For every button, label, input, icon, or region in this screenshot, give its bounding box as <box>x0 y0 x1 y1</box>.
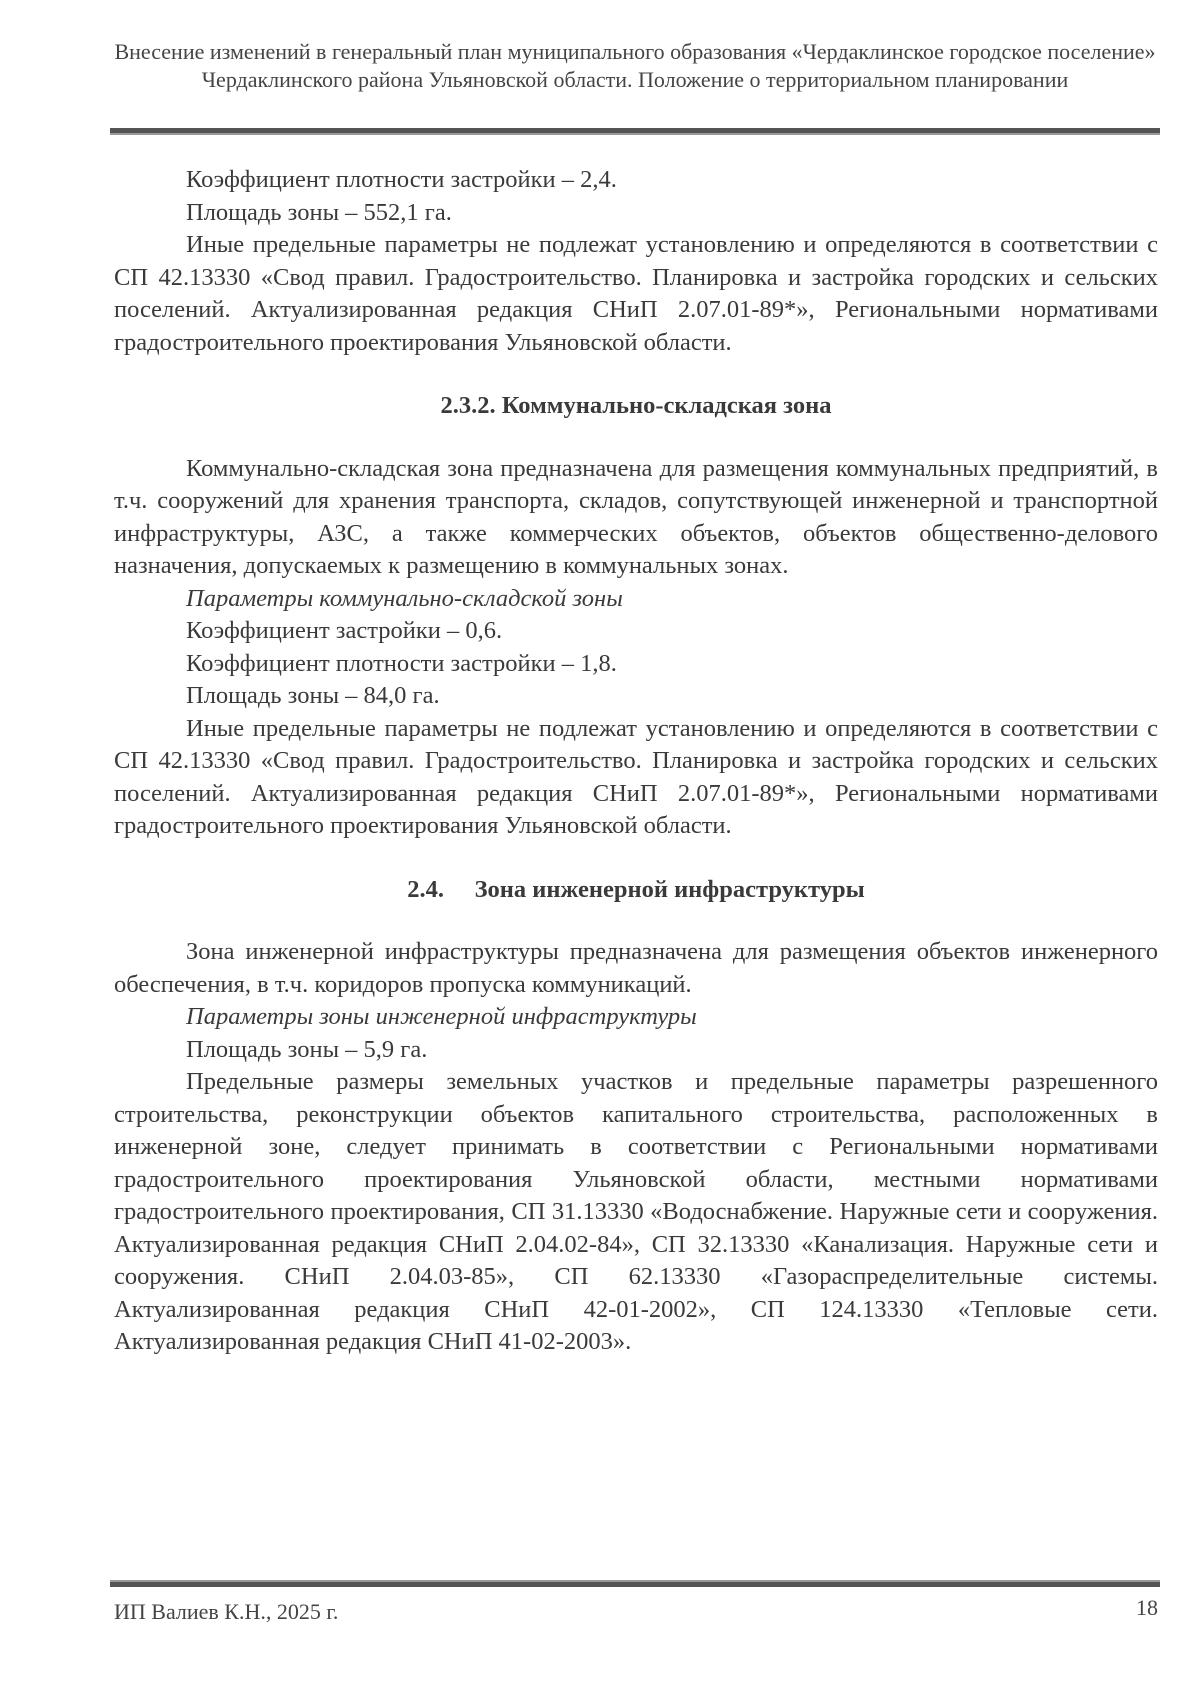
engineering-zone-description: Зона инженерной инфраструктуры предназначена для размещения объектов инженерного обеспечения, в т.ч. коридоров пропуска коммуникаций. <box>114 938 1158 998</box>
communal-zone-density: Коэффициент плотности застройки – 1,8. <box>186 649 617 677</box>
engineering-zone-limits: Предельные размеры земельных участков и предельные параметры разрешенного строительства, реконструкции объектов капитального строительства, расположенных в инженерной зоне, следует принимать в соответствии с Региональными нормативами градостроительного проектирования Ульяновской области, местными нормативами градостроительного проектирования, СП 31.13330 «Водоснабжение. Наружные сети и сооружения. Актуализированная редакция СНиП 2.04.02-84», СП 32.13330 «Канализация. Наружные сети и сооружения. СНиП 2.04.03-85», СП 62.13330 «Газораспределительные системы. Актуализированная редакция СНиП 42-01-2002», СП 124.13330 «Тепловые сети. Актуализированная редакция СНиП 41-02-2003». <box>114 1068 1158 1355</box>
engineering-zone-params-title: Параметры зоны инженерной инфраструктуры <box>186 1003 697 1030</box>
communal-zone-coverage: Коэффициент застройки – 0,6. <box>186 617 503 644</box>
communal-zone-area: Площадь зоны – 84,0 га. <box>186 682 440 709</box>
prev-density: Коэффициент плотности застройки – 2,4. <box>186 166 617 193</box>
header-divider <box>110 128 1160 135</box>
document-body <box>114 164 1158 1359</box>
section-heading-2-3-2: 2.3.2. Коммунально-складская зона <box>440 392 832 419</box>
page-header: Внесение изменений в генеральный план муниципального образования «Чердаклинское городское поселение» Чердаклинского района Ульяновской области. Положение о территориальном планировании <box>114 39 1156 92</box>
page-number: 18 <box>1136 1595 1158 1620</box>
communal-zone-other-params: Иные предельные параметры не подлежат установлению и определяются в соответствии с СП 42.13330 «Свод правил. Градостроительство. Планировка и застройка городских и сельских поселений. Актуализированная редакция СНиП 2.07.01-89*», Региональными нормативами градостроительного проектирования Ульяновской области. <box>114 714 1158 839</box>
communal-zone-params-title: Параметры коммунально-складской зоны <box>186 584 623 612</box>
footer-author: ИП Валиев К.Н., 2025 г. <box>114 1599 339 1624</box>
communal-zone-description: Коммунально-складская зона предназначена для размещения коммунальных предприятий, в т.ч. сооружений для хранения транспорта, складов, сопутствующей инженерной и транспортной инфраструктуры, АЗС, а также коммерческих объектов, объектов общественно-делового назначения, допускаемых к размещению в коммунальных зонах. <box>114 454 1158 579</box>
prev-area: Площадь зоны – 552,1 га. <box>186 198 452 226</box>
section-heading-2-4: 2.4. Зона инженерной инфраструктуры <box>407 875 865 903</box>
footer-divider <box>110 1580 1160 1587</box>
prev-other-params: Иные предельные параметры не подлежат установлению и определяются в соответствии с СП 42.13330 «Свод правил. Градостроительство. Планировка и застройка городских и сельских поселений. Актуализированная редакция СНиП 2.07.01-89*», Региональными нормативами градостроительного проектирования Ульяновской области. <box>114 231 1158 356</box>
engineering-zone-area: Площадь зоны – 5,9 га. <box>186 1035 428 1063</box>
